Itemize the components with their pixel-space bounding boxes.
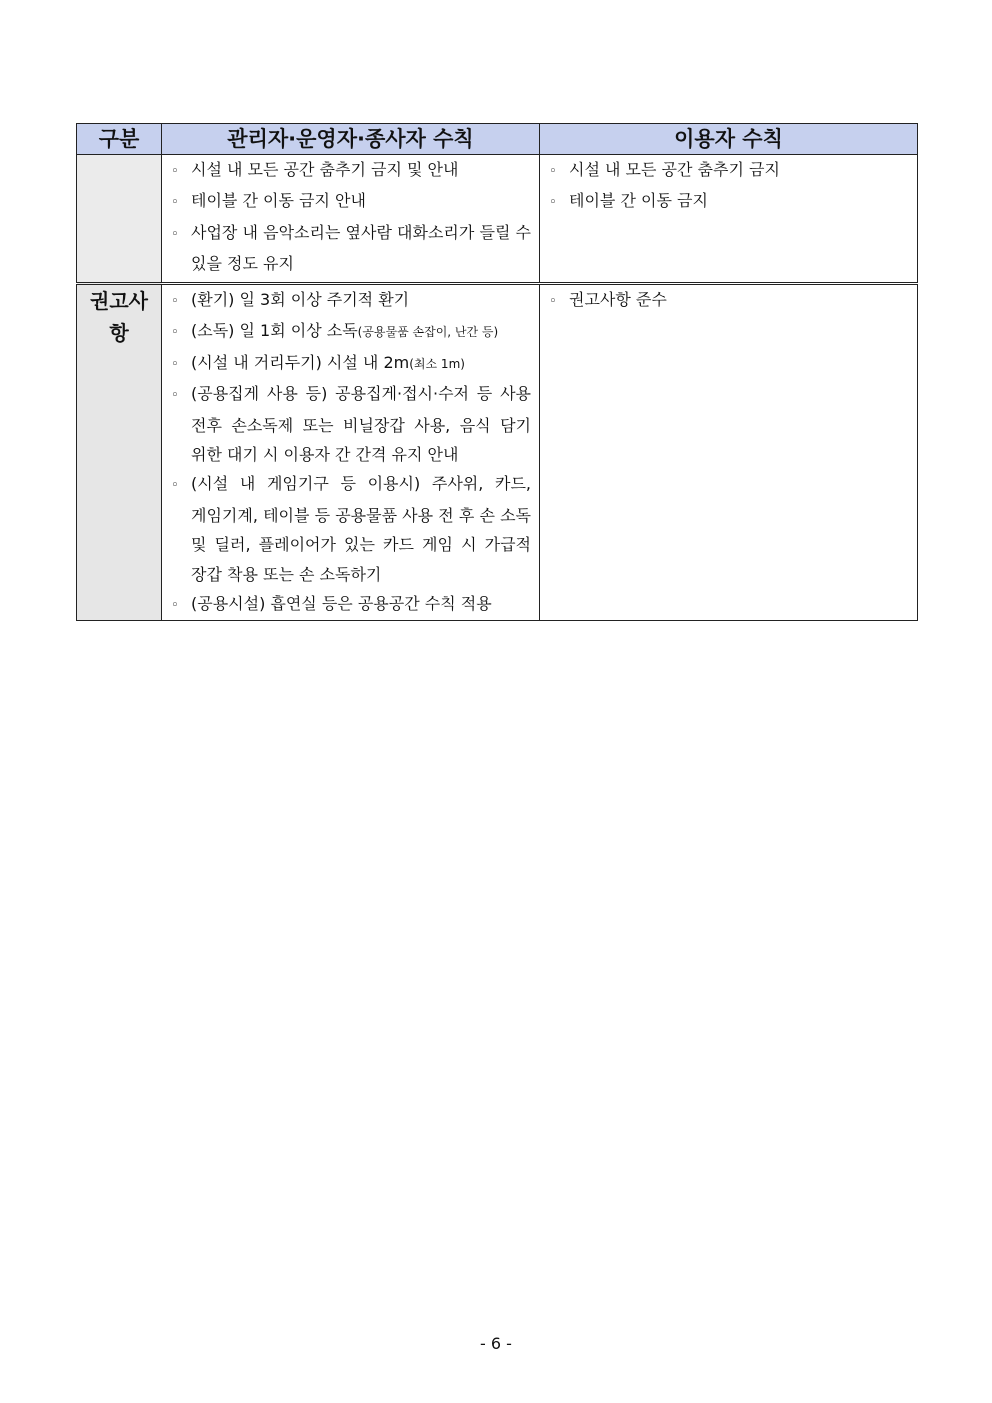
row1-user-list bbox=[540, 155, 917, 218]
bullet-circle-icon: ◦ bbox=[171, 388, 179, 404]
list-item: ◦ 시설 내 모든 공간 춤추기 금지 및 안내 bbox=[171, 155, 531, 186]
bullet-circle-icon: ◦ bbox=[171, 294, 179, 309]
category-label-line2: 항 bbox=[109, 321, 129, 345]
row2-manager-list bbox=[162, 285, 539, 620]
list-item: ◦ (시설 내 게임기구 등 이용시) 주사위, 카드, 게임기계, 테이블 등 공용물품 사용 전 후 손 소독 및 딜러, 플레이어가 있는 카드 게임 시 가급적 장갑 착용 또는 손 소독하기 bbox=[171, 469, 531, 589]
bullet-circle-icon: ◦ bbox=[171, 598, 179, 614]
bullet-circle-icon: ◦ bbox=[171, 164, 179, 179]
list-item: ◦ 테이블 간 이동 금지 안내 bbox=[171, 186, 531, 217]
bullet-circle-icon: ◦ bbox=[171, 226, 179, 242]
table-header-row bbox=[77, 124, 918, 155]
list-item: ◦ 시설 내 모든 공간 춤추기 금지 bbox=[549, 155, 909, 186]
list-item: ◦ (환기) 일 3회 이상 주기적 환기 bbox=[171, 285, 531, 316]
header-manager-rules: 관리자·운영자·종사자 수칙 bbox=[162, 124, 540, 155]
row2-category-cell bbox=[77, 284, 162, 621]
row1-manager-cell bbox=[162, 155, 540, 284]
rules-table bbox=[76, 123, 918, 621]
list-item: ◦ 권고사항 준수 bbox=[549, 285, 909, 316]
list-item: ◦ 사업장 내 음악소리는 옆사람 대화소리가 들릴 수 있을 정도 유지 bbox=[171, 218, 531, 279]
list-item: ◦ (공용시설) 흡연실 등은 공용공간 수칙 적용 bbox=[171, 589, 531, 620]
list-item: ◦ (시설 내 거리두기) 시설 내 2m(최소 1m) bbox=[171, 348, 531, 379]
list-item: ◦ (공용집게 사용 등) 공용집게·접시·수저 등 사용 전후 손소독제 또는 비닐장갑 사용, 음식 담기 위한 대기 시 이용자 간 간격 유지 안내 bbox=[171, 379, 531, 469]
table-row bbox=[77, 284, 918, 621]
header-category: 구분 bbox=[77, 124, 162, 155]
item-note: (최소 1m) bbox=[409, 356, 465, 371]
bullet-circle-icon: ◦ bbox=[549, 195, 557, 211]
list-item: ◦ (소독) 일 1회 이상 소독(공용물품 손잡이, 난간 등) bbox=[171, 316, 531, 347]
list-item: ◦ 테이블 간 이동 금지 bbox=[549, 186, 909, 217]
row2-manager-cell bbox=[162, 284, 540, 621]
row1-category-cell bbox=[77, 155, 162, 284]
bullet-circle-icon: ◦ bbox=[171, 195, 179, 211]
row2-user-cell bbox=[540, 284, 918, 621]
row2-user-list bbox=[540, 285, 917, 316]
table-row bbox=[77, 155, 918, 284]
header-user-rules: 이용자 수칙 bbox=[540, 124, 918, 155]
category-label-line1: 권고사 bbox=[90, 289, 148, 313]
item-note: (공용물품 손잡이, 난간 등) bbox=[357, 325, 499, 340]
bullet-circle-icon: ◦ bbox=[549, 294, 557, 309]
bullet-circle-icon: ◦ bbox=[171, 478, 179, 494]
page-number: - 6 - bbox=[480, 1334, 512, 1353]
bullet-circle-icon: ◦ bbox=[171, 325, 179, 341]
row1-user-cell bbox=[540, 155, 918, 284]
row1-manager-list bbox=[162, 155, 539, 279]
bullet-circle-icon: ◦ bbox=[171, 356, 179, 372]
bullet-circle-icon: ◦ bbox=[549, 164, 557, 179]
